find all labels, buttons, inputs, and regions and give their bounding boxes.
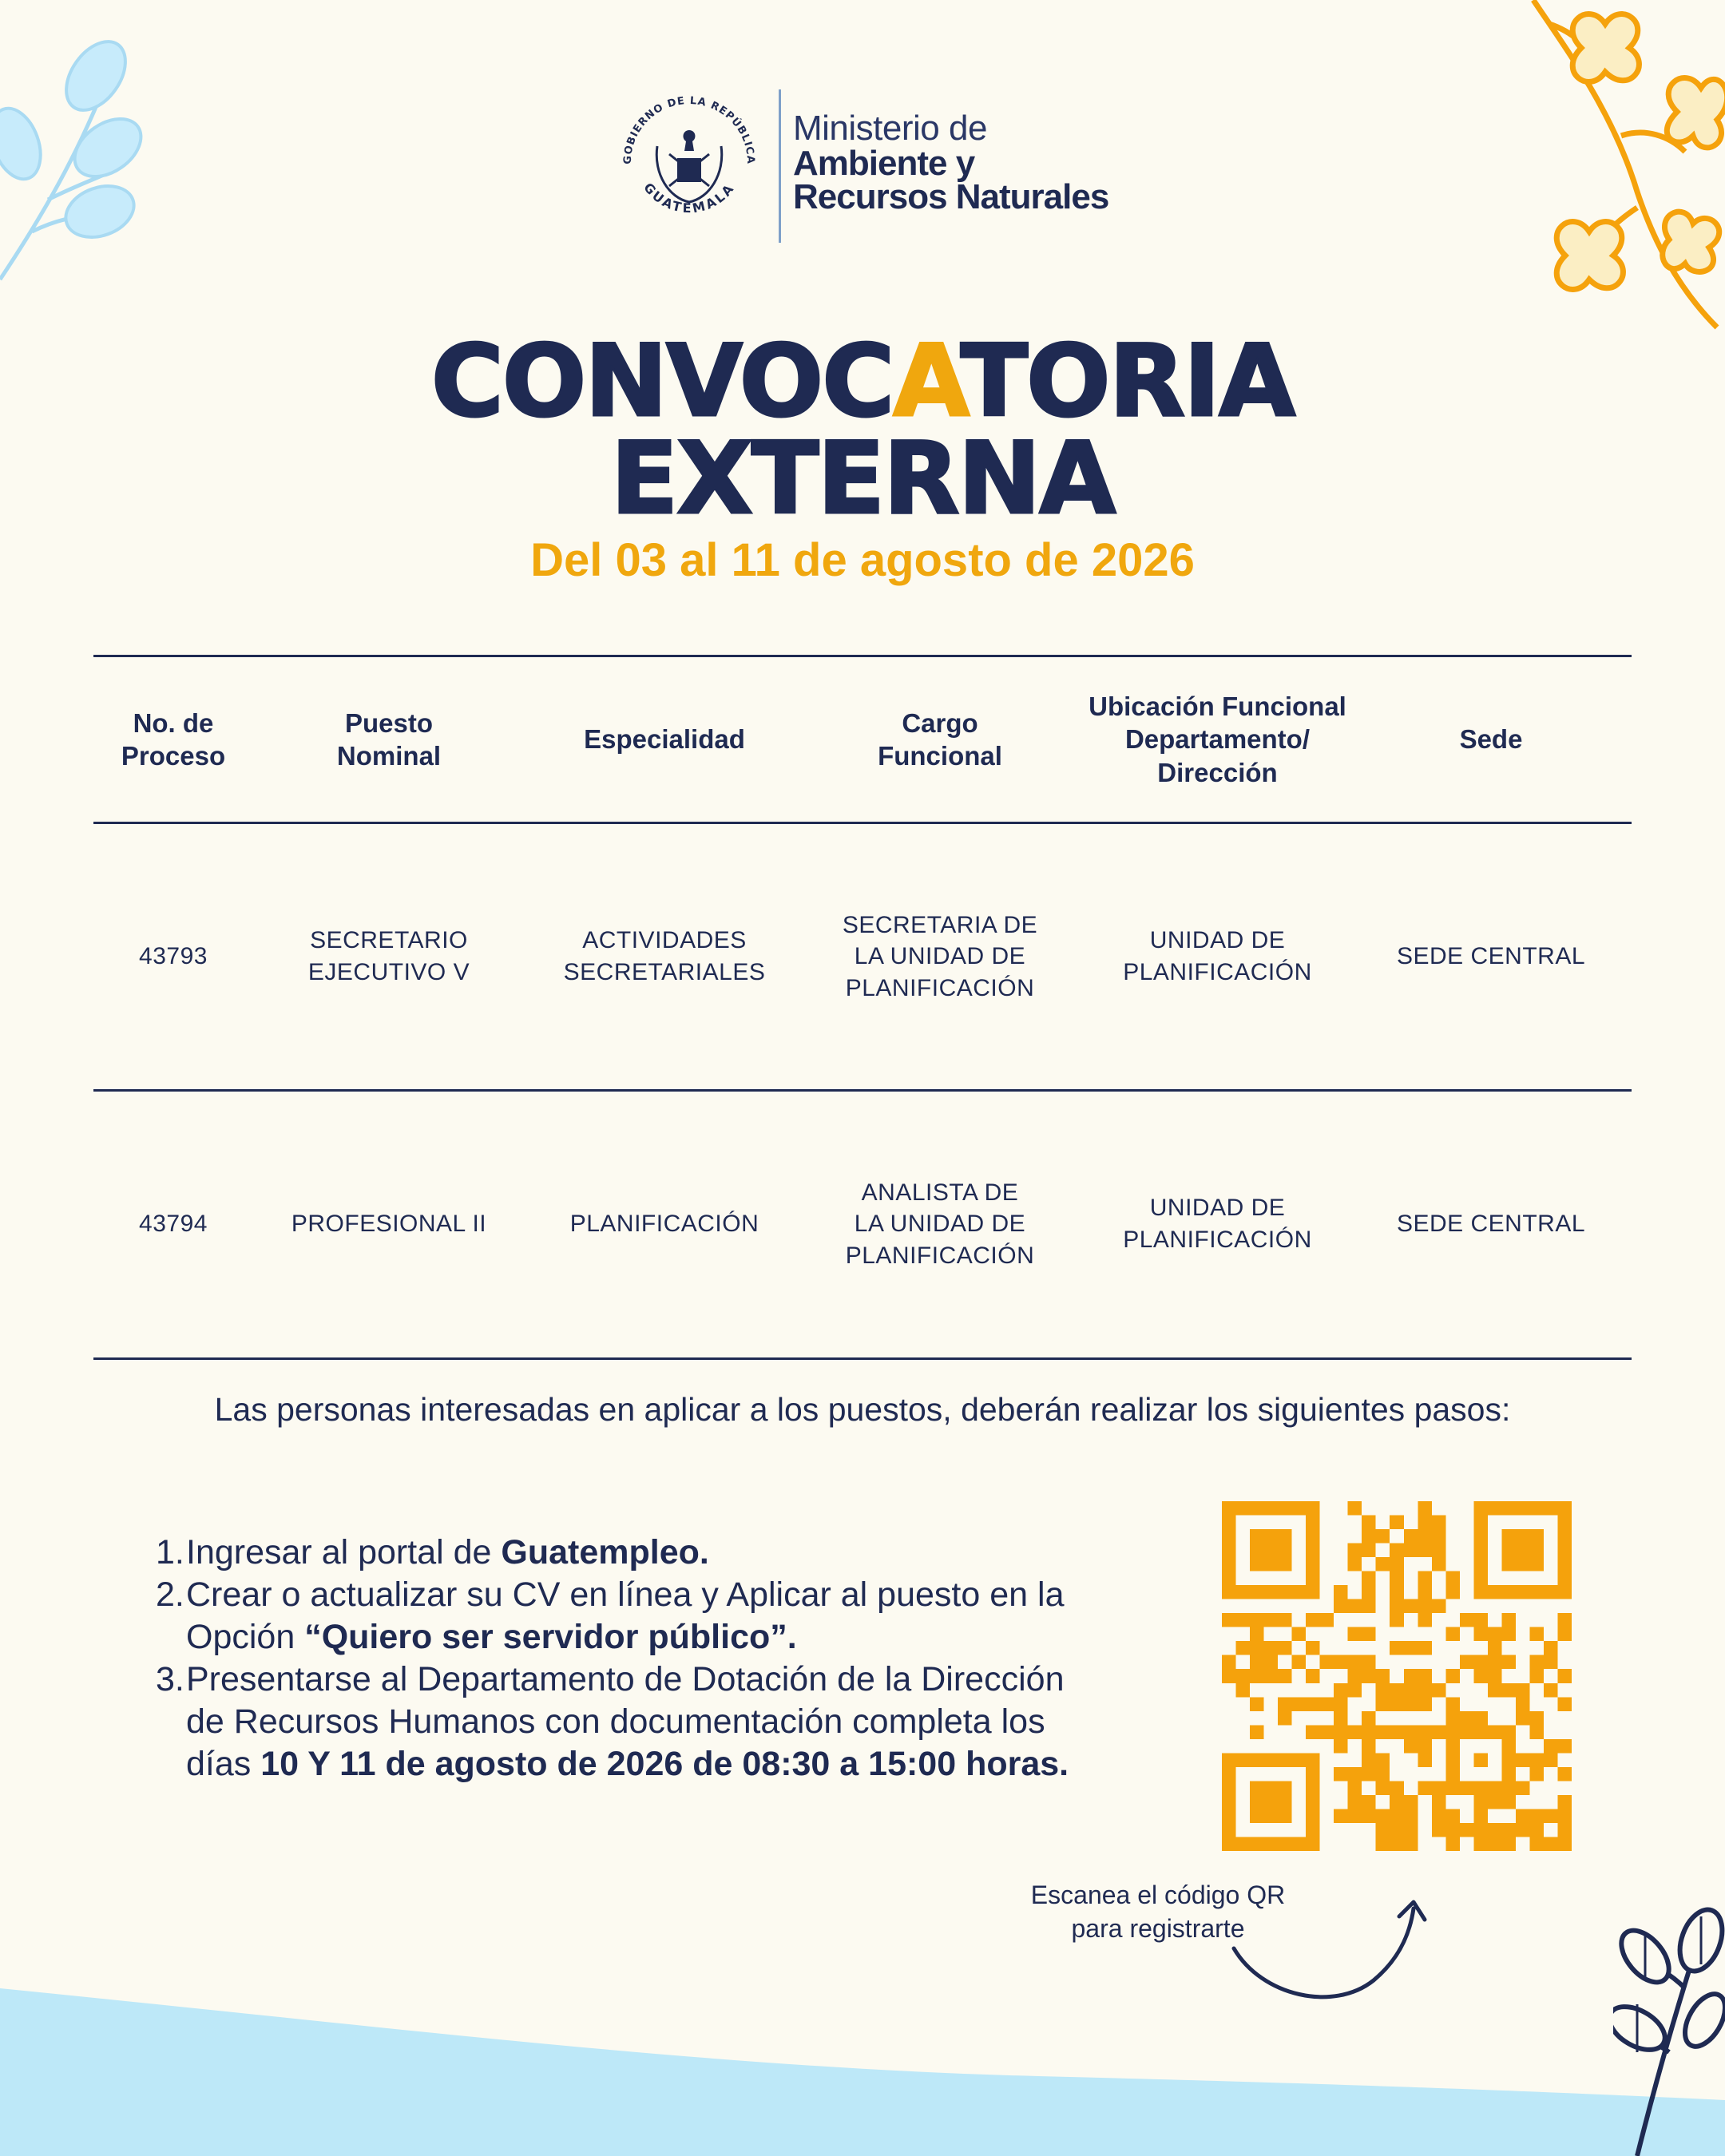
step-bold-text: Guatempleo. — [501, 1533, 709, 1571]
step-bold-text: “Quiero ser servidor público”. — [304, 1618, 797, 1656]
title-accent-letter: A — [893, 324, 961, 439]
cell-no-proceso: 43793 — [139, 943, 208, 970]
cell-puesto-nominal: SECRETARIO EJECUTIVO V — [307, 927, 470, 985]
step-bold-text: 10 Y 11 de agosto de 2026 de 08:30 a 15:00 horas. — [260, 1745, 1069, 1783]
step-number: 2. — [156, 1575, 184, 1614]
cell-no-proceso: 43794 — [139, 1211, 208, 1238]
navy-leaf-sprig-bottom-right — [1613, 1900, 1725, 2156]
step-number: 1. — [156, 1533, 184, 1571]
header-ubicacion-funcional: Ubicación Funcional Departamento/ Dirección — [1089, 692, 1346, 787]
date-range: Del 03 al 11 de agosto de 2026 — [530, 534, 1195, 586]
cell-sede: SEDE CENTRAL — [1396, 943, 1586, 970]
header-sede: Sede — [1459, 724, 1523, 755]
ministry-name-line1: Ministerio de — [793, 109, 987, 148]
ministry-name-line2: Ambiente y — [793, 144, 975, 183]
cell-cargo-funcional: SECRETARIA DE LA UNIDAD DE PLANIFICACIÓN — [842, 911, 1038, 1001]
cell-especialidad: PLANIFICACIÓN — [569, 1211, 759, 1238]
header-especialidad: Especialidad — [584, 724, 745, 755]
cell-ubicacion-funcional: UNIDAD DE PLANIFICACIÓN — [1123, 1195, 1312, 1253]
light-blue-wave-bottom — [0, 1980, 1725, 2156]
seal-text-bottom: GUATEMALA — [640, 180, 738, 216]
curved-arrow-icon — [1222, 1892, 1438, 2012]
step-text: Presentarse al Departamento de Dotación de la Dirección de Recursos Humanos con documentación completa los días — [186, 1660, 1065, 1783]
cell-especialidad: ACTIVIDADES SECRETARIALES — [563, 927, 766, 985]
header-cargo-funcional: Cargo Funcional — [878, 707, 1002, 771]
blue-leaf-sprig-top-left — [0, 40, 160, 295]
svg-text:GUATEMALA — [640, 180, 738, 216]
title-externa: EXTERNA — [610, 422, 1115, 537]
cell-sede: SEDE CENTRAL — [1396, 1211, 1586, 1238]
step-number: 3. — [156, 1660, 184, 1698]
instructions-intro: Las personas interesadas en aplicar a los puestos, deberán realizar los siguientes pasos: — [214, 1391, 1511, 1428]
step-text: Crear o actualizar su CV en línea y Aplicar al puesto en la Opción — [186, 1575, 1065, 1656]
title-part1: CONVOC — [430, 324, 894, 439]
orange-flower-sprig-top-right — [1517, 0, 1725, 335]
step-text: Ingresar al portal de — [186, 1533, 502, 1571]
title-convocatoria — [0, 324, 1725, 439]
logo-divider — [779, 89, 781, 243]
qr-code[interactable] — [1222, 1501, 1572, 1851]
cell-ubicacion-funcional: UNIDAD DE PLANIFICACIÓN — [1123, 927, 1312, 985]
guatemala-government-seal — [613, 86, 765, 238]
title-part2: TORIA — [960, 324, 1295, 439]
cell-puesto-nominal: PROFESIONAL II — [291, 1211, 487, 1238]
ministry-name-line3: Recursos Naturales — [793, 177, 1109, 216]
header-puesto-nominal: Puesto Nominal — [336, 707, 442, 771]
table-bottom-rule — [93, 1357, 1632, 1360]
svg-text:GOBIERNO DE LA REPÚBLICA — [622, 95, 756, 164]
header-no-proceso: No. de Proceso — [121, 707, 226, 771]
seal-text-top: GOBIERNO DE LA REPÚBLICA — [621, 94, 757, 165]
cell-cargo-funcional: ANALISTA DE LA UNIDAD DE PLANIFICACIÓN — [845, 1179, 1035, 1269]
qr-caption: Escanea el código QR para registrarte — [1030, 1881, 1286, 1943]
